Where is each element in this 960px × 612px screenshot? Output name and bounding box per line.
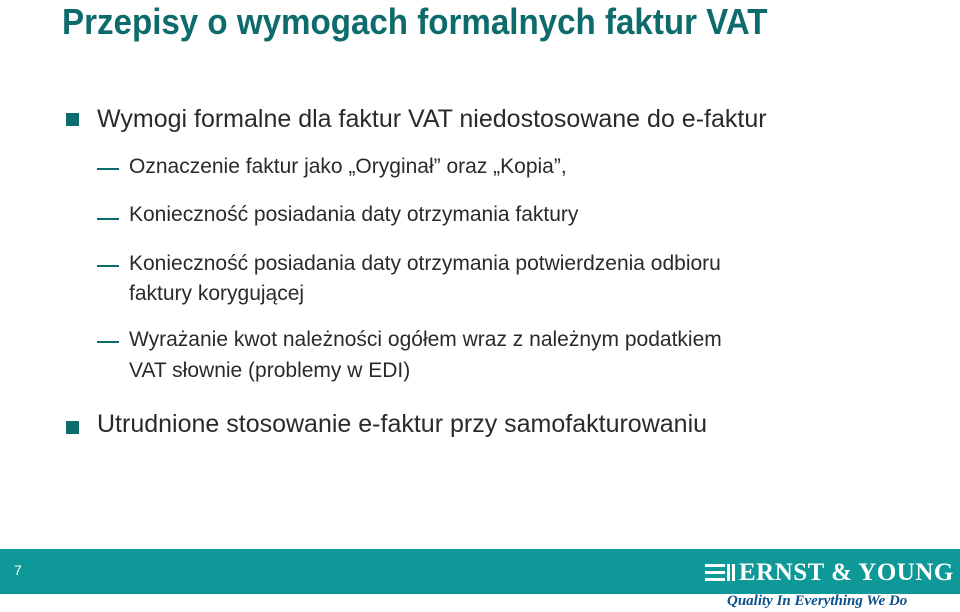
dash-bullet-icon xyxy=(97,218,119,220)
square-bullet-icon xyxy=(66,421,79,434)
dash-bullet-icon xyxy=(97,341,119,343)
bullet-level2-text: Konieczność posiadania daty otrzymania potwierdzenia odbioru xyxy=(129,252,721,275)
bullet-level2-text: Konieczność posiadania daty otrzymania faktury xyxy=(129,203,579,226)
bullet-level2-text-continuation: VAT słownie (problemy w EDI) xyxy=(129,359,411,382)
bullet-level1-text: Wymogi formalne dla faktur VAT niedostosowane do e-faktur xyxy=(97,105,767,133)
square-bullet-icon xyxy=(66,113,79,126)
company-tagline: Quality In Everything We Do xyxy=(727,593,908,609)
ernst-young-logo-mark-icon xyxy=(703,562,737,584)
dash-bullet-icon xyxy=(97,168,119,170)
dash-bullet-icon xyxy=(97,265,119,267)
bullet-level1-text: Utrudnione stosowanie e-faktur przy samofakturowaniu xyxy=(97,410,708,438)
slide-number: 7 xyxy=(14,562,22,578)
bullet-level2-text-continuation: faktury korygującej xyxy=(129,282,305,305)
bullet-level2-text: Oznaczenie faktur jako „Oryginał” oraz „Kopia”, xyxy=(129,155,567,178)
company-logo xyxy=(703,557,954,591)
slide-title: Przepisy o wymogach formalnych faktur VAT xyxy=(62,1,768,42)
logo-wordmark: ERNST & YOUNG xyxy=(739,559,954,586)
bullet-level2-text: Wyrażanie kwot należności ogółem wraz z należnym podatkiem xyxy=(129,328,722,351)
